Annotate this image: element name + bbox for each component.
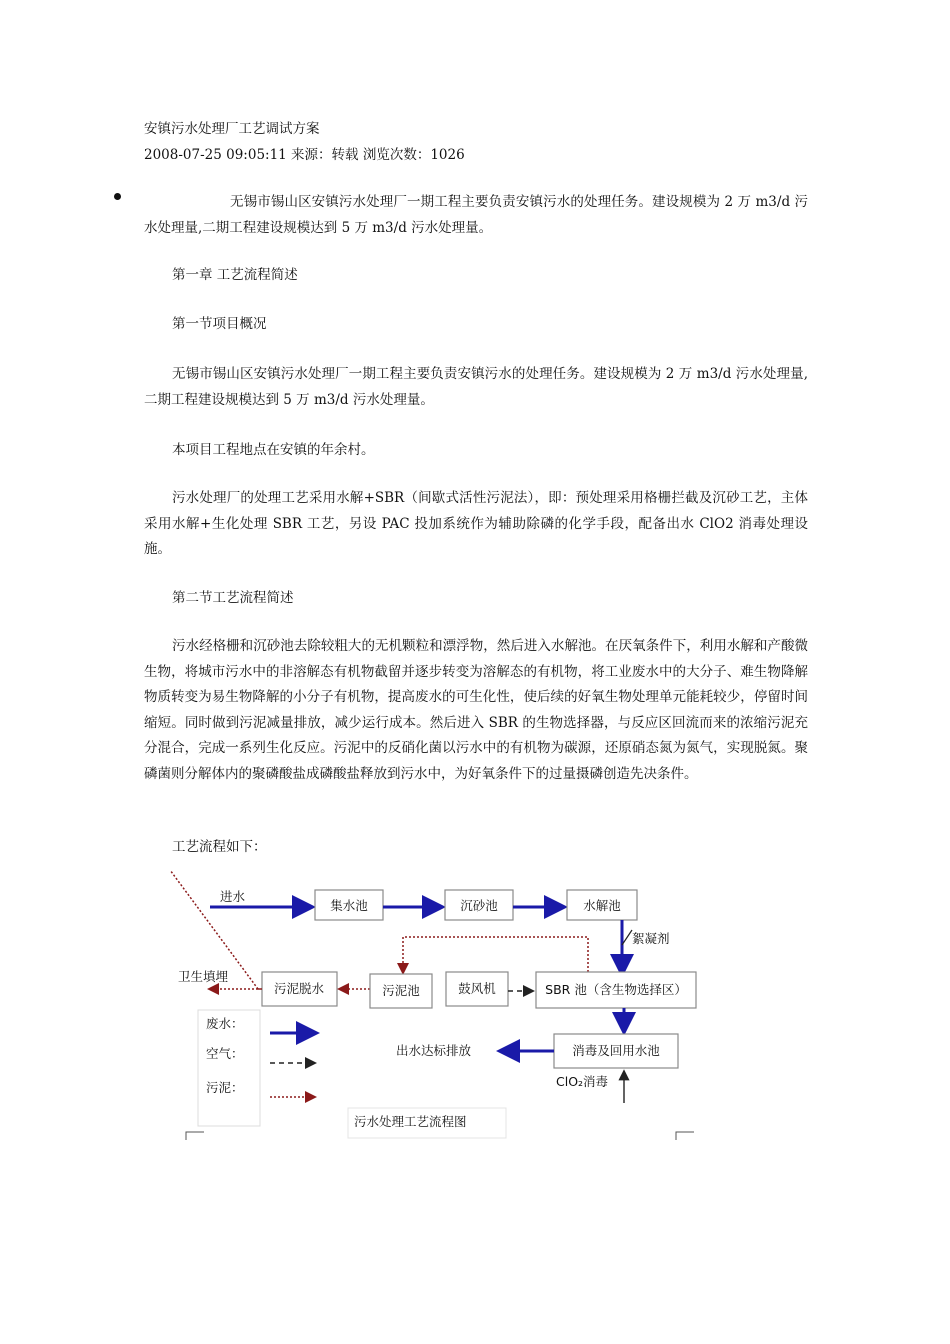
process-flow-diagram bbox=[170, 870, 710, 1145]
legend-wastewater-label: 废水： bbox=[206, 1016, 244, 1031]
clo2-label: ClO₂消毒 bbox=[556, 1074, 609, 1089]
paragraph-process: 污水处理厂的处理工艺采用水解+SBR（间歇式活性污泥法），即：预处理采用格栅拦截及沉砂工艺，主体采用水解+生化处理 SBR 工艺，另设 PAC 投加系统作为辅助除磷的化学手段，配备出水 ClO2 消毒处理设施。 bbox=[144, 490, 808, 557]
section-heading-1: 第一节项目概况 bbox=[172, 316, 267, 332]
grit-chamber-label: 沉砂池 bbox=[460, 898, 498, 913]
flow-intro: 工艺流程如下： bbox=[172, 839, 267, 855]
crop-mark-left bbox=[186, 1132, 204, 1140]
crop-mark-right bbox=[676, 1132, 694, 1140]
article-title: 安镇污水处理厂工艺调试方案 bbox=[144, 121, 320, 137]
sbr-tank-label: SBR 池（含生物选择区） bbox=[545, 982, 687, 997]
section-heading-2: 第二节工艺流程简述 bbox=[172, 590, 294, 606]
inlet-label: 进水 bbox=[220, 889, 246, 904]
bullet-icon bbox=[114, 193, 121, 200]
article-meta: 2008-07-25 09:05:11 来源：转载 浏览次数：1026 bbox=[144, 147, 465, 163]
landfill-label: 卫生填埋 bbox=[178, 969, 229, 984]
chapter-heading: 第一章 工艺流程简述 bbox=[172, 267, 298, 283]
blower-label: 鼓风机 bbox=[458, 981, 496, 996]
paragraph-overview: 无锡市锡山区安镇污水处理厂一期工程主要负责安镇污水的处理任务。建设规模为 2 万 m3/d 污水处理量,二期工程建设规模达到 5 万 m3/d 污水处理量。 bbox=[144, 366, 808, 408]
sludge-return-line bbox=[403, 937, 588, 972]
sludge-dewatering-label: 污泥脱水 bbox=[273, 981, 325, 996]
discharge-label: 出水达标排放 bbox=[396, 1043, 472, 1058]
intro-paragraph: 无锡市锡山区安镇污水处理厂一期工程主要负责安镇污水的处理任务。建设规模为 2 万 m3/d 污水处理量,二期工程建设规模达到 5 万 m3/d 污水处理量。 bbox=[144, 194, 808, 236]
disinfection-tank-label: 消毒及回用水池 bbox=[572, 1043, 660, 1058]
paragraph-location: 本项目工程地点在安镇的年余村。 bbox=[172, 442, 375, 458]
legend-air-label: 空气： bbox=[206, 1046, 244, 1061]
flocculant-label: 絮凝剂 bbox=[632, 931, 670, 946]
hydrolysis-tank-label: 水解池 bbox=[583, 898, 621, 913]
legend-sludge-label: 污泥： bbox=[206, 1080, 244, 1095]
diagram-caption: 污水处理工艺流程图 bbox=[354, 1114, 467, 1129]
paragraph-flow-description: 污水经格栅和沉砂池去除较粗大的无机颗粒和漂浮物，然后进入水解池。在厌氧条件下，利用水解和产酸微生物，将城市污水中的非溶解态有机物截留并逐步转变为溶解态的有机物，将工业废水中的大分子、难生物降解物质转变为易生物降解的小分子有机物，提高废水的可生化性，使后续的好氧生物处理单元能耗较少，停留时间缩短。同时做到污泥减量排放，减少运行成本。然后进入 SBR 的生物选择器，与反应区回流而来的浓缩污泥充分混合，完成一系列生化反应。污泥中的反硝化菌以污水中的有机物为碳源，还原硝态氮为氮气，实现脱氮。聚磷菌则分解体内的聚磷酸盐成磷酸盐释放到污水中，为好氧条件下的过量摄磷创造先决条件。 bbox=[144, 638, 808, 782]
sludge-tank-label: 污泥池 bbox=[382, 983, 420, 998]
collection-tank-label: 集水池 bbox=[330, 898, 368, 913]
